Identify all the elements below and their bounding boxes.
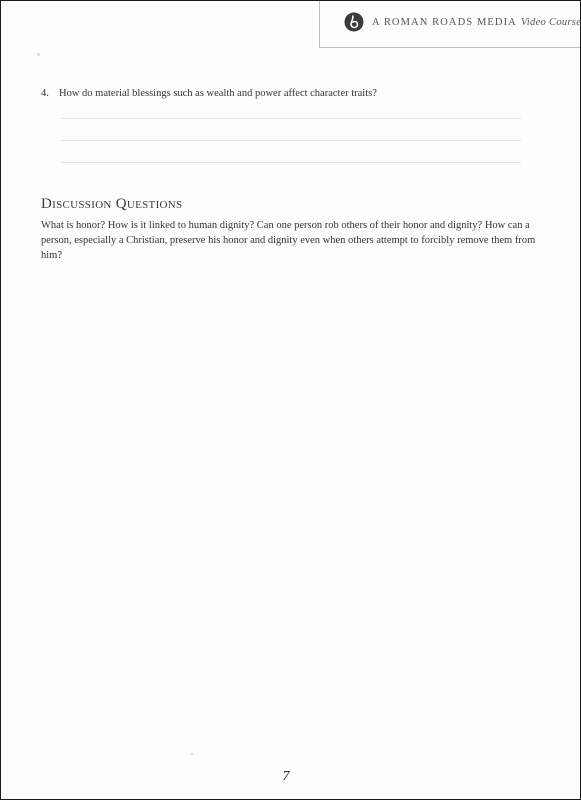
answer-line (61, 140, 521, 141)
paper-speck (37, 53, 40, 56)
page-number: 7 (282, 769, 290, 784)
roman-roads-logo-icon (344, 12, 364, 32)
answer-line (61, 118, 521, 119)
paper-speck (191, 753, 193, 755)
header-divider-vertical (319, 1, 320, 47)
brand-header (344, 11, 581, 33)
question-text: How do material blessings such as wealth and power affect character traits? (59, 88, 377, 99)
discussion-text: What is honor? How is it linked to human dignity? Can one person rob others of their honor and dignity? How can a person, especially a Christian, preserve his honor and dignity even when others attempt to forcibly remove them from him? (41, 220, 536, 261)
question-number: 4. (41, 88, 49, 99)
brand-name: A ROMAN ROADS MEDIA (372, 16, 517, 28)
question-item (41, 88, 541, 99)
header-divider-horizontal (319, 47, 580, 48)
answer-line (61, 162, 521, 163)
discussion-heading: Discussion Questions (41, 196, 183, 212)
brand-suffix: Video Course (520, 16, 581, 28)
